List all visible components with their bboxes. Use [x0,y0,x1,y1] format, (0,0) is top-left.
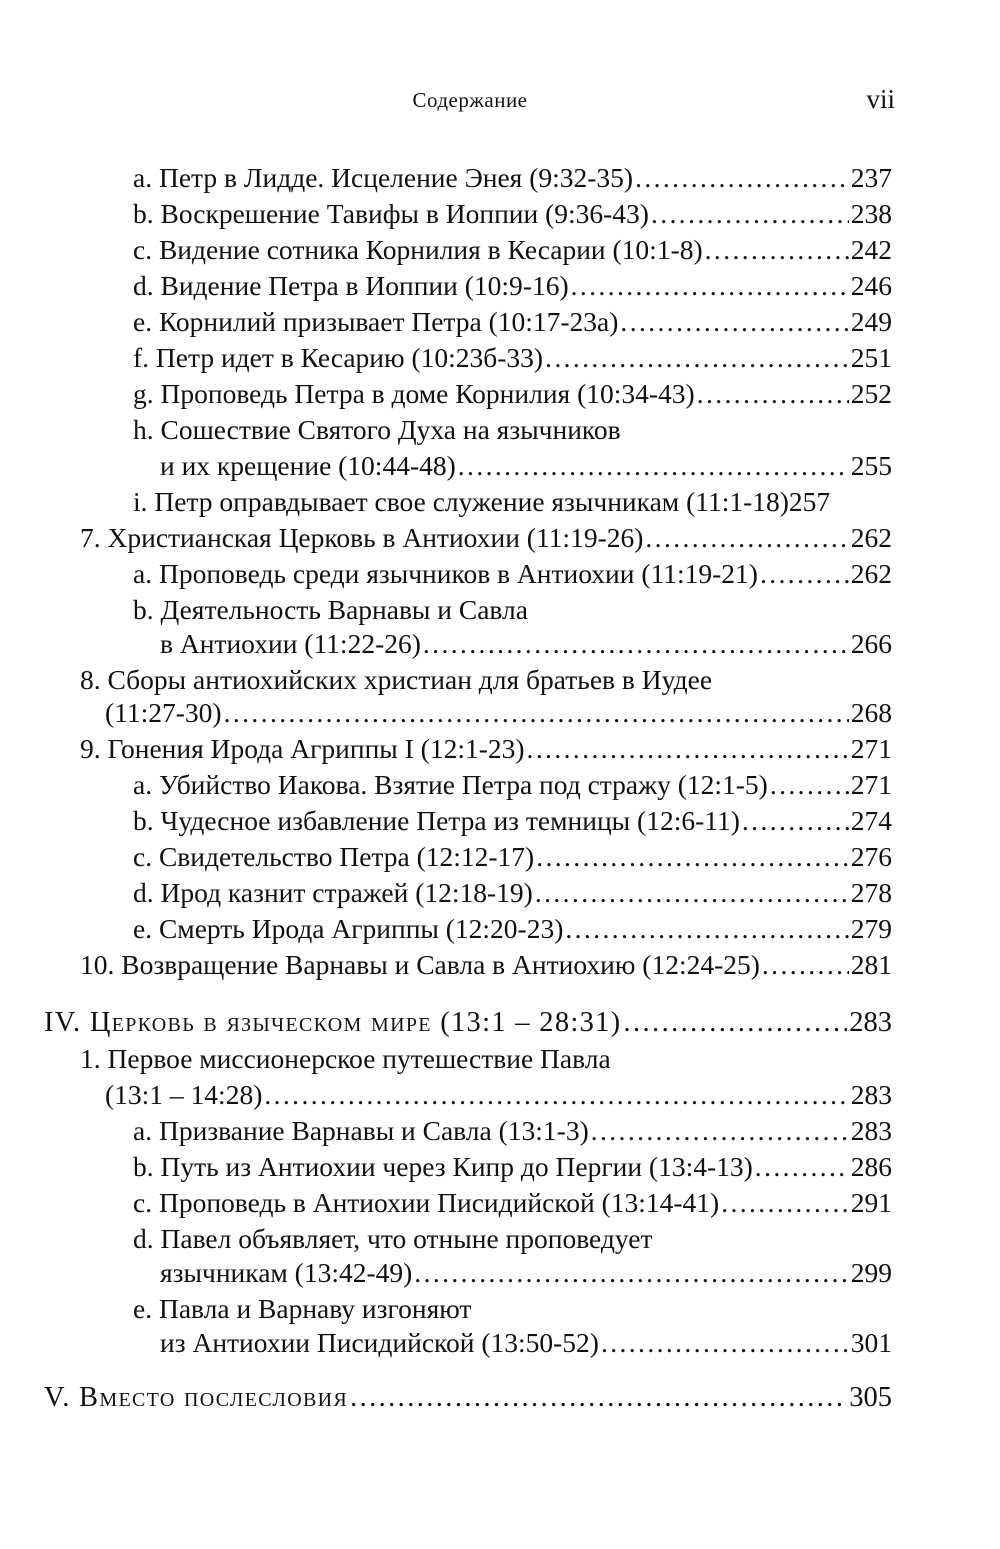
toc-entry-page: 305 [849,1382,892,1413]
toc-entry-page: 255 [850,450,892,481]
toc-entry-page: 281 [850,949,892,980]
toc-entry-first-line[interactable] [80,662,712,698]
toc-entry-title: e. Корнилий призывает Петра (10:17-23а) [133,306,619,337]
toc-entry-title: i. Петр оправдывает свое служение язычникам (11:1-18) [133,486,789,517]
toc-entry-page: 279 [850,913,892,944]
toc-entry-page: 238 [850,198,892,229]
toc-entry[interactable] [105,1077,892,1113]
toc-entry-title: e. Павла и Варнаву изгоняют [133,1293,472,1324]
toc-entry-page: 237 [850,162,892,193]
toc-entry[interactable] [160,626,892,662]
toc-entry-title: a. Убийство Иакова. Взятие Петра под стражу (12:1-5) [133,769,768,800]
leader-dots [423,626,849,662]
toc-entry[interactable] [133,160,892,196]
toc-entry[interactable] [133,196,892,232]
leader-dots [545,340,849,376]
toc-entry-page: 268 [850,697,892,728]
toc-entry-title: d. Ирод казнит стражей (12:18-19) [133,877,533,908]
toc-entry[interactable] [133,340,892,376]
toc-entry-page: 246 [850,270,892,301]
toc-entry[interactable] [133,484,892,520]
leader-dots [651,196,849,232]
toc-entry-title: 10. Возвращение Варнавы и Савла в Антиохию (12:24-25) [80,949,760,980]
toc-entry[interactable] [80,947,892,983]
toc-entry[interactable] [133,376,892,412]
toc-entry-first-line[interactable] [133,412,621,448]
toc-entry-page: 266 [850,628,892,659]
toc-entry[interactable] [133,556,892,592]
toc-entry-page: 286 [850,1151,892,1182]
toc-entry-title: IV. Церковь в языческом мире (13:1 – 28:31) [44,1007,622,1038]
toc-entry-title: (11:27-30) [105,697,222,728]
toc-entry[interactable] [133,1185,892,1221]
leader-dots [762,947,849,983]
toc-entry[interactable] [160,1325,892,1361]
leader-dots [697,376,849,412]
toc-entry[interactable] [133,1149,892,1185]
toc-entry-page: 283 [850,1115,892,1146]
leader-dots [565,911,848,947]
toc-entry-first-line[interactable] [133,592,528,628]
toc-entry-page: 299 [850,1257,892,1288]
leader-dots [760,556,849,592]
running-head-title: Содержание [412,88,528,112]
toc-entry-page: 274 [850,805,892,836]
toc-entry-title: b. Воскрешение Тавифы в Иоппии (9:36-43) [133,198,649,229]
toc-entry-title: и их крещение (10:44-48) [160,450,456,481]
leader-dots [224,695,849,731]
toc-entry-page: 252 [850,378,892,409]
toc-entry-title: d. Павел объявляет, что отныне проповедует [133,1223,653,1254]
toc-entry-title: 1. Первое миссионерское путешествие Павла [80,1043,611,1074]
toc-entry[interactable] [133,875,892,911]
toc-entry[interactable] [133,911,892,947]
toc-entry-title: g. Проповедь Петра в доме Корнилия (10:34-43) [133,378,695,409]
toc-entry-title: 7. Христианская Церковь в Антиохии (11:19-26) [80,522,644,553]
toc-entry-title: b. Путь из Антиохии через Кипр до Пергии (13:4-13) [133,1151,753,1182]
leader-dots [721,1185,849,1221]
toc-entry-page: 249 [850,306,892,337]
toc-entry-page: 283 [850,1079,892,1110]
toc-entry[interactable] [133,304,892,340]
toc-entry-title: язычникам (13:42-49) [160,1257,413,1288]
toc-entry-title: h. Сошествие Святого Духа на язычников [133,414,621,445]
toc-entry[interactable] [133,803,892,839]
toc-entry[interactable] [160,1255,892,1291]
leader-dots [742,803,849,839]
toc-entry-page: 271 [850,769,892,800]
toc-entry[interactable] [133,268,892,304]
leader-dots [536,839,849,875]
toc-entry-title: b. Деятельность Варнавы и Савла [133,594,528,625]
toc-entry[interactable] [105,695,892,731]
toc-entry-title: из Антиохии Писидийской (13:50-52) [160,1327,599,1358]
toc-entry-page: 257 [788,486,831,517]
toc-entry-page: 276 [850,841,892,872]
toc-entry-page: 262 [850,522,892,553]
toc-entry-page: 283 [849,1007,892,1038]
toc-entry-title: d. Видение Петра в Иоппии (10:9-16) [133,270,569,301]
toc-entry-page: 251 [850,342,892,373]
toc-entry-title: a. Петр в Лидде. Исцеление Энея (9:32-35) [133,162,634,193]
leader-dots [705,232,849,268]
leader-dots [623,1005,847,1041]
toc-part-entry[interactable] [44,1005,892,1041]
leader-dots [527,731,849,767]
toc-entry-page: 271 [850,733,892,764]
leader-dots [620,304,848,340]
leader-dots [601,1325,849,1361]
page-number: vii [866,84,895,114]
toc-entry-title: a. Проповедь среди язычников в Антиохии (11:19-21) [133,558,758,589]
leader-dots [755,1149,849,1185]
toc-entry-title: 9. Гонения Ирода Агриппы I (12:1-23) [80,733,525,764]
toc-entry-title: 8. Сборы антиохийских христиан для братьев в Иудее [80,664,713,695]
toc-entry-first-line[interactable] [133,1221,652,1257]
toc-entry-title: c. Свидетельство Петра (12:12-17) [133,841,535,872]
leader-dots [635,160,849,196]
toc-entry-page: 262 [850,558,892,589]
toc-entry-first-line[interactable] [80,1041,611,1077]
toc-entry-title: a. Призвание Варнавы и Савла (13:1-3) [133,1115,589,1146]
toc-entry-page: 242 [850,234,892,265]
toc-entry[interactable] [133,232,892,268]
running-head [0,84,1000,122]
leader-dots [770,767,849,803]
toc-entry-title: c. Видение сотника Корнилия в Кесарии (10:1-8) [133,234,703,265]
toc-entry-first-line[interactable] [133,1291,471,1327]
toc-entry-title: b. Чудесное избавление Петра из темницы (12:6-11) [133,805,740,836]
leader-dots [571,268,849,304]
leader-dots [414,1255,848,1291]
leader-dots [645,520,848,556]
toc-entry[interactable] [133,767,892,803]
toc-entry[interactable] [133,1113,892,1149]
leader-dots [350,1380,847,1416]
toc-entry-title: (13:1 – 14:28) [105,1079,263,1110]
toc-entry[interactable] [80,731,892,767]
toc-entry-page: 291 [850,1187,892,1218]
toc-entry-title: e. Смерть Ирода Агриппы (12:20-23) [133,913,564,944]
toc-entry[interactable] [133,839,892,875]
toc-entry-title: V. Вместо послесловия [44,1382,349,1413]
leader-dots [591,1113,849,1149]
leader-dots [264,1077,848,1113]
toc-entry-title: в Антиохии (11:22-26) [160,628,421,659]
toc-entry[interactable] [80,520,892,556]
toc-entry-title: f. Петр идет в Кесарию (10:23б-33) [133,342,544,373]
toc-entry-page: 301 [850,1327,892,1358]
leader-dots [458,448,849,484]
toc-entry[interactable] [160,448,892,484]
leader-dots [535,875,849,911]
toc-part-entry[interactable] [44,1380,892,1416]
toc-entry-title: c. Проповедь в Антиохии Писидийской (13:14-41) [133,1187,720,1218]
toc-entry-page: 278 [850,877,892,908]
